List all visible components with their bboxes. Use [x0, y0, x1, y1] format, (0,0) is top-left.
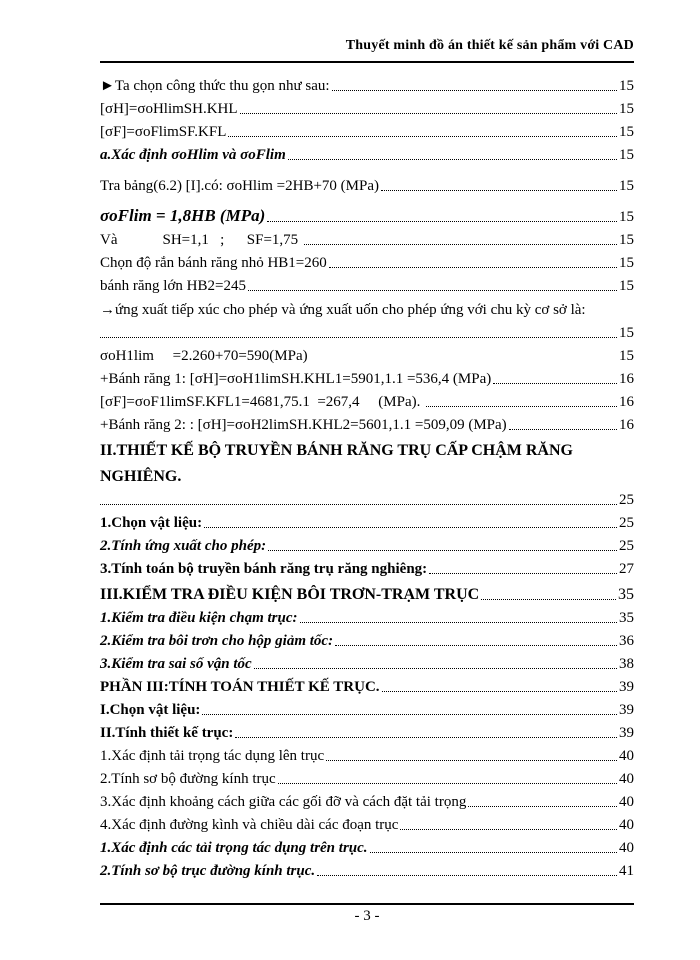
- toc-entry[interactable]: [100, 765, 634, 788]
- toc-page-number: 15: [619, 101, 634, 117]
- toc-entry[interactable]: [100, 272, 634, 295]
- toc-page-number: 15: [619, 178, 634, 194]
- toc-page-number: 27: [619, 561, 634, 577]
- toc-entry[interactable]: [100, 411, 634, 434]
- toc-page-number: 36: [619, 633, 634, 649]
- toc-entry[interactable]: [100, 650, 634, 673]
- leader-dots: [400, 829, 617, 830]
- leader-dots: [426, 406, 617, 407]
- toc-page-number: 15: [619, 278, 634, 294]
- toc-entry[interactable]: [100, 696, 634, 719]
- toc-entry-text: 2.Tính sơ bộ trục đường kính trục.: [100, 863, 316, 879]
- toc-page-number: 39: [619, 725, 634, 741]
- toc-entry-text: 2.Tính sơ bộ đường kính trục: [100, 771, 276, 787]
- toc-entry-text: 3.Xác định khoảng cách giữa các gối đỡ và cách đặt tải trọng: [100, 794, 467, 810]
- toc-entry-text: 1.Xác định các tải trọng tác dụng trên trục.: [100, 840, 368, 856]
- toc-entry-text: III.KIỂM TRA ĐIỀU KIỆN BÔI TRƠN-TRẠM TRỤC: [100, 586, 480, 603]
- leader-dots: [267, 221, 617, 222]
- toc-entry-text: 2.Kiểm tra bôi trơn cho hộp giảm tốc:: [100, 633, 334, 649]
- toc-entry[interactable]: [100, 388, 634, 411]
- toc-entry-wrapped-text: →ứng xuất tiếp xúc cho phép và ứng xuất uốn cho phép ứng với chu kỳ cơ sở là:: [100, 302, 586, 318]
- leader-dots: [202, 714, 617, 715]
- toc-entry-text: σoFlim = 1,8HB (MPa): [100, 206, 266, 225]
- toc-entry-text: Chọn độ rắn bánh răng nhỏ HB1=260: [100, 255, 327, 271]
- toc-entry-text: PHẦN III:TÍNH TOÁN THIẾT KẾ TRỤC.: [100, 679, 380, 695]
- footer-rule: [100, 903, 634, 905]
- leader-dots: [248, 290, 617, 291]
- toc-page-number: 25: [619, 515, 634, 531]
- toc-page-number: 15: [619, 325, 634, 341]
- toc-page-number: 40: [619, 771, 634, 787]
- leader-dots: [288, 159, 617, 160]
- toc-entry[interactable]: [100, 249, 634, 272]
- toc-entry[interactable]: [100, 627, 634, 650]
- toc-entry-text: σoH1lim =2.260+70=590(MPa): [100, 348, 308, 364]
- toc-page-number: 15: [619, 232, 634, 248]
- toc-entry[interactable]: [100, 141, 634, 164]
- toc-entry-text: I.Chọn vật liệu:: [100, 702, 201, 718]
- toc-entry-text: [σH]=σoHlimSH.KHL: [100, 101, 238, 117]
- toc-entry-text: [σF]=σoF1limSF.KFL1=4681,75.1 =267,4 (MPa).: [100, 394, 425, 410]
- toc-entry-text: II.Tính thiết kế trục:: [100, 725, 234, 741]
- toc-page-number: 25: [619, 538, 634, 554]
- document-header: Thuyết minh đồ án thiết kế sản phẩm với CAD: [345, 38, 634, 53]
- toc-entry[interactable]: [100, 164, 634, 195]
- toc-entry[interactable]: [100, 811, 634, 834]
- toc-page-number: 35: [618, 586, 634, 603]
- leader-dots: [481, 599, 616, 600]
- toc-entry-text: 1.Xác định tải trọng tác dụng lên trục: [100, 748, 325, 764]
- toc-entry[interactable]: [100, 532, 634, 555]
- leader-dots: [335, 645, 617, 646]
- toc-entry-text: +Bánh răng 2: : [σH]=σoH2limSH.KHL2=5601,1.1 =509,09 (MPa): [100, 417, 507, 433]
- toc-page-number: 41: [619, 863, 634, 879]
- leader-dots: [100, 504, 617, 505]
- toc-page-number: 16: [619, 417, 634, 433]
- toc-entry[interactable]: [100, 857, 634, 880]
- toc-page-number: 15: [619, 124, 634, 140]
- leader-dots: [317, 875, 617, 876]
- toc-entry-text: Và SH=1,1 ; SF=1,75: [100, 232, 302, 248]
- leader-dots: [329, 267, 617, 268]
- leader-dots: [235, 737, 617, 738]
- toc-entry[interactable]: [100, 673, 634, 696]
- toc-entry-text: bánh răng lớn HB2=245: [100, 278, 246, 294]
- toc-entry[interactable]: [100, 95, 634, 118]
- toc-entry[interactable]: [100, 834, 634, 857]
- toc-entry[interactable]: [100, 226, 634, 249]
- toc-page-number: 16: [619, 394, 634, 410]
- leader-dots: [300, 622, 617, 623]
- header-rule: [100, 61, 634, 63]
- page-number-footer: - 3 -: [354, 908, 380, 924]
- toc-page-number: 15: [619, 209, 634, 225]
- toc-page-number: 15: [619, 147, 634, 163]
- toc-section-heading[interactable]: [100, 434, 634, 490]
- toc-entry[interactable]: [100, 72, 634, 95]
- toc-page-number: 15: [619, 255, 634, 271]
- toc-page-number: 39: [619, 679, 634, 695]
- toc-entry-text: Tra bảng(6.2) [I].có: σoHlim =2HB+70 (MPa): [100, 178, 380, 194]
- toc-entry[interactable]: [100, 342, 634, 365]
- table-of-contents: [100, 72, 634, 880]
- toc-page-number: 15: [619, 348, 634, 364]
- toc-entry-text: 3.Tính toán bộ truyền bánh răng trụ răng nghiêng:: [100, 561, 428, 577]
- toc-entry-text: 4.Xác định đường kình và chiều dài các đoạn trục: [100, 817, 399, 833]
- toc-entry-text: +Bánh răng 1: [σH]=σoH1limSH.KHL1=5901,1.1 =536,4 (MPa): [100, 371, 492, 387]
- leader-dots: [278, 783, 617, 784]
- toc-page-number: 38: [619, 656, 634, 672]
- leader-dots: [304, 244, 617, 245]
- toc-page-number: 40: [619, 748, 634, 764]
- toc-entry[interactable]: [100, 555, 634, 578]
- leader-dots: [100, 337, 617, 338]
- toc-page-number: 16: [619, 371, 634, 387]
- toc-entry-text: ►Ta chọn công thức thu gọn như sau:: [100, 78, 330, 94]
- leader-dots: [429, 573, 617, 574]
- leader-dots: [204, 527, 617, 528]
- toc-entry[interactable]: [100, 195, 634, 226]
- toc-entry-text: 2.Tính ứng xuất cho phép:: [100, 538, 267, 554]
- leader-dots: [382, 691, 617, 692]
- toc-entry-text: 1.Kiểm tra điều kiện chạm trục:: [100, 610, 298, 626]
- toc-entry-text: II.THIẾT KẾ BỘ TRUYỀN BÁNH RĂNG TRỤ CẤP CHẬM RĂNG NGHIÊNG.: [100, 442, 573, 485]
- leader-dots: [240, 113, 617, 114]
- leader-dots: [326, 760, 617, 761]
- leader-dots: [310, 360, 617, 361]
- toc-page-number: 40: [619, 840, 634, 856]
- toc-page-number: 15: [619, 78, 634, 94]
- leader-dots: [509, 429, 617, 430]
- toc-page-number: 35: [619, 610, 634, 626]
- leader-dots: [254, 668, 617, 669]
- toc-page-number: 25: [619, 492, 634, 508]
- toc-entry[interactable]: [100, 365, 634, 388]
- toc-page-number: 39: [619, 702, 634, 718]
- leader-dots: [268, 550, 617, 551]
- toc-entry[interactable]: [100, 742, 634, 765]
- toc-entry[interactable]: [100, 604, 634, 627]
- toc-entry-text: 3.Kiểm tra sai số vận tốc: [100, 656, 252, 672]
- leader-dots: [332, 90, 617, 91]
- toc-entry[interactable]: [100, 509, 634, 532]
- leader-dots: [228, 136, 617, 137]
- toc-entry-text: 1.Chọn vật liệu:: [100, 515, 203, 531]
- toc-page-number: 40: [619, 794, 634, 810]
- leader-dots: [381, 190, 617, 191]
- toc-entry-text: a.Xác định σoHlim và σoFlim: [100, 147, 286, 163]
- toc-entry[interactable]: [100, 788, 634, 811]
- toc-entry[interactable]: [100, 319, 634, 342]
- leader-dots: [493, 383, 617, 384]
- toc-entry[interactable]: [100, 118, 634, 141]
- leader-dots: [370, 852, 617, 853]
- toc-entry-text: [σF]=σoFlimSF.KFL: [100, 124, 227, 140]
- toc-entry[interactable]: [100, 578, 634, 604]
- leader-dots: [468, 806, 617, 807]
- toc-page-number: 40: [619, 817, 634, 833]
- toc-entry[interactable]: [100, 719, 634, 742]
